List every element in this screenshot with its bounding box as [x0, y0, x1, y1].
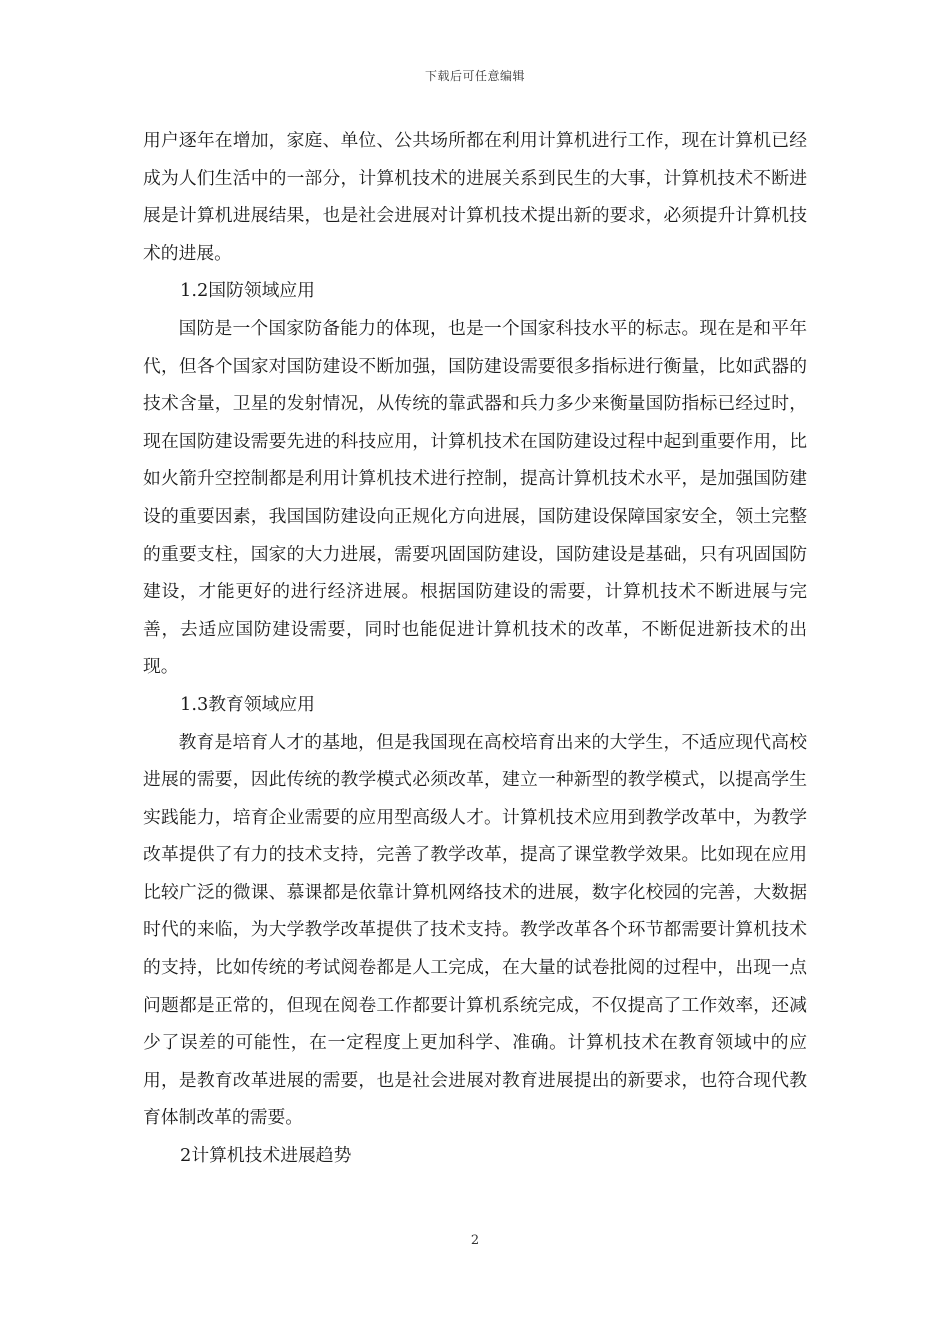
paragraph-education: 教育是培育人才的基地，但是我国现在高校培育出来的大学生，不适应现代高校进展的需要，因此传统的教学模式必须改革，建立一种新型的教学模式，以提高学生实践能力，培育企业需要的应用型高级人才。计算机技术应用到教学改革中，为教学改革提供了有力的技术支持，完善了教学改革，提高了课堂教学效果。比如现在应用比较广泛的微课、慕课都是依靠计算机网络技术的进展，数字化校园的完善，大数据时代的来临，为大学教学改革提供了技术支持。教学改革各个环节都需要计算机技术的支持，比如传统的考试阅卷都是人工完成，在大量的试卷批阅的过程中，出现一点问题都是正常的，但现在阅卷工作都要计算机系统完成，不仅提高了工作效率，还减少了误差的可能性，在一定程度上更加科学、准确。计算机技术在教育领域中的应用，是教育改革进展的需要，也是社会进展对教育进展提出的新要求，也符合现代教育体制改革的需要。	[143, 731, 807, 1129]
section-heading-2: 2计算机技术进展趋势	[180, 1145, 352, 1167]
body-text	[143, 122, 807, 1175]
header-note: 下载后可任意编辑	[424, 69, 525, 83]
page-number: 2	[470, 1233, 480, 1248]
section-heading-1-2: 1.2国防领域应用	[180, 280, 315, 302]
paragraph-defense: 国防是一个国家防备能力的体现，也是一个国家科技水平的标志。现在是和平年代，但各个国家对国防建设不断加强，国防建设需要很多指标进行衡量，比如武器的技术含量，卫星的发射情况，从传统的靠武器和兵力多少来衡量国防指标已经过时，现在国防建设需要先进的科技应用，计算机技术在国防建设过程中起到重要作用，比如火箭升空控制都是利用计算机技术进行控制，提高计算机技术水平，是加强国防建设的重要因素，我国国防建设向正规化方向进展，国防建设保障国家安全，领土完整的重要支柱，国家的大力进展，需要巩固国防建设，国防建设是基础，只有巩固国防建设，才能更好的进行经济进展。根据国防建设的需要，计算机技术不断进展与完善，去适应国防建设需要，同时也能促进计算机技术的改革，不断促进新技术的出现。	[143, 317, 807, 678]
paragraph-intro-continued: 用户逐年在增加，家庭、单位、公共场所都在利用计算机进行工作，现在计算机已经成为人们生活中的一部分，计算机技术的进展关系到民生的大事，计算机技术不断进展是计算机进展结果，也是社会进展对计算机技术提出新的要求，必须提升计算机技术的进展。	[143, 130, 807, 264]
section-heading-1-3: 1.3教育领域应用	[180, 693, 315, 715]
